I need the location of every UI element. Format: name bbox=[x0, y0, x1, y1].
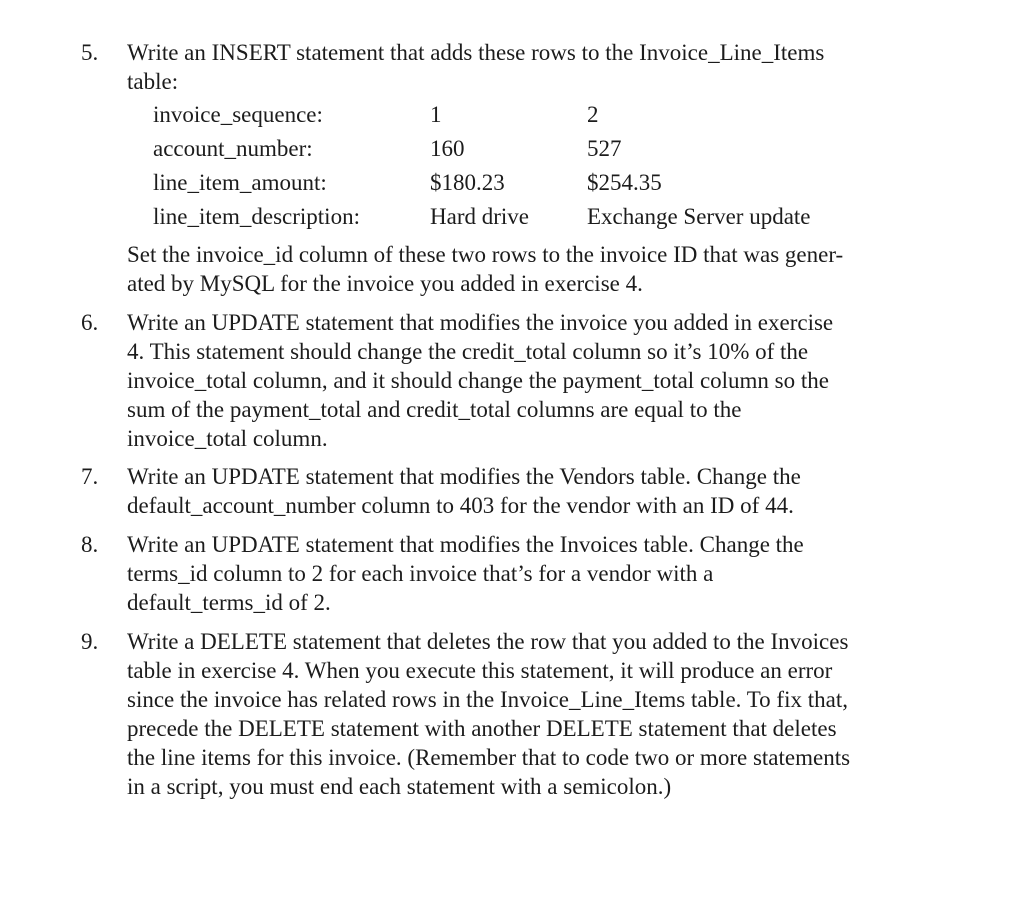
text-line: Write an UPDATE statement that modifies the Invoices table. Change the bbox=[127, 532, 804, 557]
exercise-body bbox=[127, 627, 850, 801]
exercise-outro bbox=[127, 240, 843, 298]
text-line: ated by MySQL for the invoice you added in exercise 4. bbox=[127, 271, 643, 296]
exercise-body bbox=[127, 462, 801, 520]
row-value-1: 160 bbox=[430, 136, 465, 161]
text-line: table in exercise 4. When you execute this statement, it will produce an error bbox=[127, 658, 833, 683]
text-line: invoice_total column. bbox=[127, 426, 328, 451]
row-value-2: 2 bbox=[587, 102, 599, 127]
text-line: Write an INSERT statement that adds these rows to the Invoice_Line_Items bbox=[127, 40, 825, 65]
text-line: in a script, you must end each statement with a semicolon.) bbox=[127, 774, 672, 799]
text-line: the line items for this invoice. (Remember that to code two or more statements bbox=[127, 745, 851, 770]
row-label: invoice_sequence: bbox=[153, 102, 323, 127]
row-label: line_item_description: bbox=[153, 204, 360, 229]
row-label: line_item_amount: bbox=[153, 170, 327, 195]
text-line: invoice_total column, and it should change the payment_total column so the bbox=[127, 368, 829, 393]
row-value-1: $180.23 bbox=[430, 170, 505, 195]
text-line: sum of the payment_total and credit_total columns are equal to the bbox=[127, 397, 742, 422]
row-label: account_number: bbox=[153, 136, 313, 161]
text-line: 4. This statement should change the credit_total column so it’s 10% of the bbox=[127, 339, 809, 364]
row-value-1: 1 bbox=[430, 102, 442, 127]
text-line: Write a DELETE statement that deletes the row that you added to the Invoices bbox=[127, 629, 849, 654]
row-value-2: Exchange Server update bbox=[587, 204, 811, 229]
exercise-number: 5. bbox=[81, 40, 99, 65]
text-line: terms_id column to 2 for each invoice that’s for a vendor with a bbox=[127, 561, 714, 586]
text-line: since the invoice has related rows in the Invoice_Line_Items table. To fix that, bbox=[127, 687, 848, 712]
text-line: default_terms_id of 2. bbox=[127, 590, 331, 615]
text-line: Write an UPDATE statement that modifies the Vendors table. Change the bbox=[127, 464, 801, 489]
row-value-2: $254.35 bbox=[587, 170, 662, 195]
exercise-number: 7. bbox=[81, 464, 99, 489]
row-value-2: 527 bbox=[587, 136, 622, 161]
text-line: precede the DELETE statement with another DELETE statement that deletes bbox=[127, 716, 837, 741]
exercise-number: 8. bbox=[81, 532, 99, 557]
exercise-intro bbox=[127, 38, 824, 96]
exercise-body bbox=[127, 308, 833, 453]
text-line: Write an UPDATE statement that modifies the invoice you added in exercise bbox=[127, 310, 834, 335]
exercise-body bbox=[127, 530, 804, 617]
text-line: default_account_number column to 403 for the vendor with an ID of 44. bbox=[127, 493, 794, 518]
exercise-number: 6. bbox=[81, 310, 99, 335]
text-line: Set the invoice_id column of these two rows to the invoice ID that was gener- bbox=[127, 242, 844, 267]
exercise-number: 9. bbox=[81, 629, 99, 654]
text-line: table: bbox=[127, 69, 179, 94]
row-value-1: Hard drive bbox=[430, 204, 529, 229]
